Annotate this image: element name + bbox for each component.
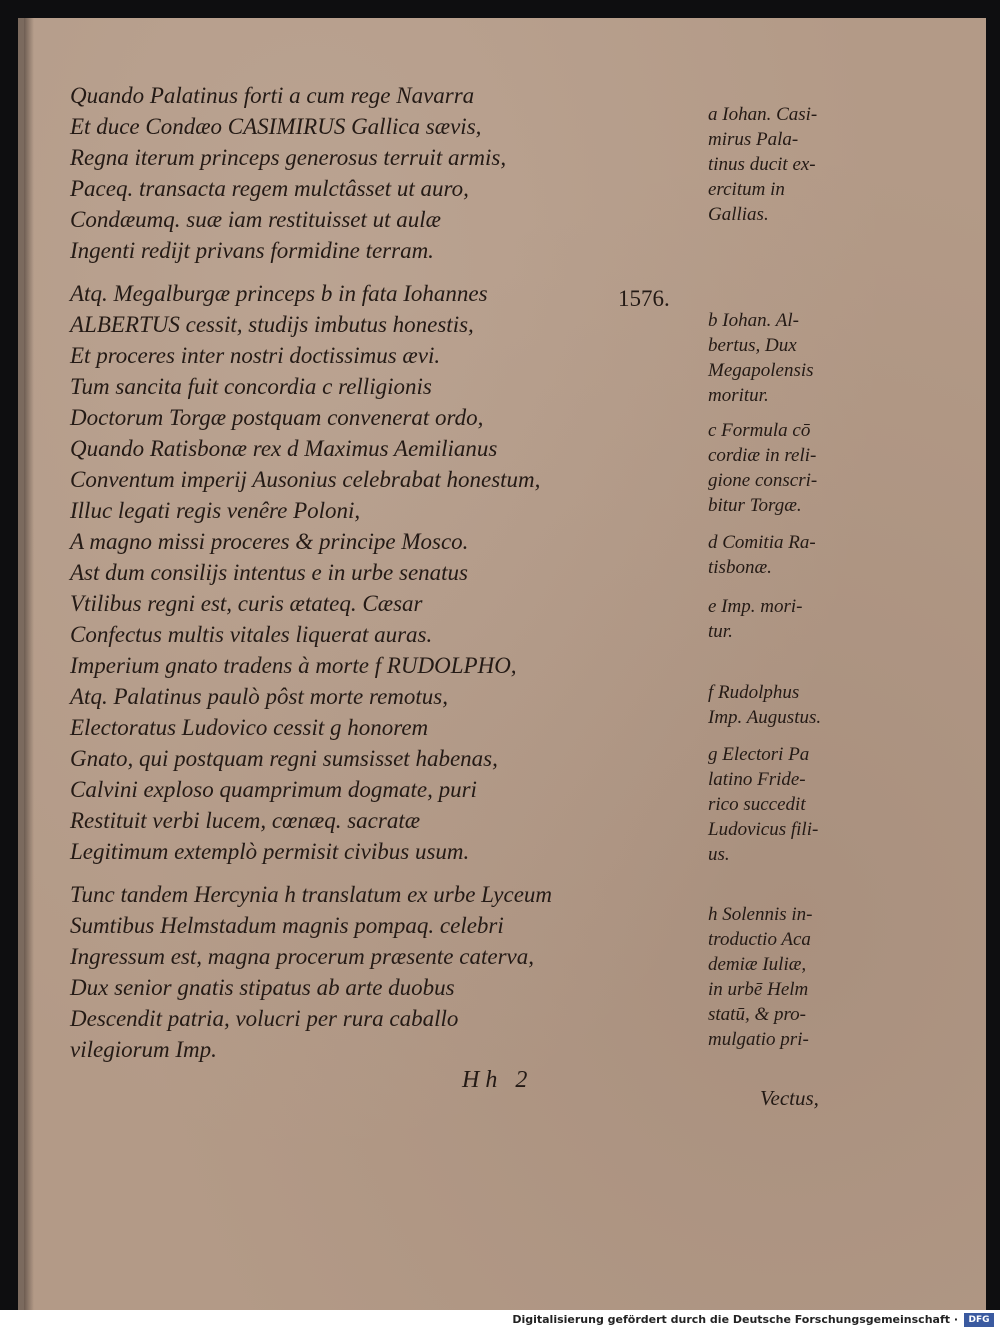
dfg-logo: DFG: [964, 1313, 994, 1327]
marginal-note-a: [708, 102, 848, 227]
marginal-line: troductio Aca: [708, 929, 811, 950]
marginal-line: a Iohan. Casi-: [708, 104, 818, 125]
verse-line: Ingenti redijt privans formidine terram.: [70, 238, 434, 263]
verse-line: Descendit patria, volucri per rura caballo: [70, 1006, 459, 1031]
verse-line: Calvini exploso quamprimum dogmate, puri: [70, 777, 477, 802]
spine-shadow: [24, 18, 34, 1310]
marginal-note-g: [708, 742, 848, 867]
marginal-line: statū, & pro-: [708, 1004, 806, 1025]
verse-line: Tunc tandem Hercynia h translatum ex urbe Lyceum: [70, 882, 553, 907]
verse-line: Et duce Condæo CASIMIRUS Gallica sævis,: [70, 114, 482, 139]
marginal-line: latino Fride-: [708, 769, 806, 790]
marginal-line: Imp. Augustus.: [708, 707, 822, 728]
verse-block-1: [70, 80, 670, 266]
signature-mark: Hh 2: [462, 1067, 534, 1093]
marginal-line: mulgatio pri-: [708, 1029, 809, 1050]
verse-line: vilegiorum Imp.: [70, 1037, 217, 1062]
marginal-note-e: [708, 594, 848, 644]
marginal-line: demiæ Iuliæ,: [708, 954, 807, 975]
verse-line: Quando Palatinus forti a cum rege Navarra: [70, 83, 475, 108]
marginal-note-h: [708, 902, 848, 1052]
verse-block-3: [70, 879, 670, 1065]
marginal-line: g Electori Pa: [708, 744, 810, 765]
marginal-note-c: [708, 418, 848, 518]
verse-line: Conventum imperij Ausonius celebrabat honestum,: [70, 467, 541, 492]
verse-line: Doctorum Torgæ postquam convenerat ordo,: [70, 405, 484, 430]
verse-line: Gnato, qui postquam regni sumsisset habenas,: [70, 746, 498, 771]
verse-line: Atq. Palatinus paulò pôst morte remotus,: [70, 684, 449, 709]
marginal-line: f Rudolphus: [708, 682, 800, 703]
marginal-line: cordiæ in reli-: [708, 445, 817, 466]
marginal-line: tinus ducit ex-: [708, 154, 816, 175]
verse-line: Paceq. transacta regem mulctâsset ut auro,: [70, 176, 469, 201]
credit-bar: [0, 1310, 1000, 1331]
verse-line: Atq. Megalburgæ princeps b in fata Iohannes: [70, 281, 488, 306]
marginal-line: e Imp. mori-: [708, 596, 803, 617]
verse-line: Confectus multis vitales liquerat auras.: [70, 622, 433, 647]
marginal-line: ercitum in: [708, 179, 785, 200]
marginal-line: mirus Pala-: [708, 129, 799, 150]
marginal-line: b Iohan. Al-: [708, 310, 799, 331]
verse-line: Tum sancita fuit concordia c relligionis: [70, 374, 432, 399]
verse-line: Ingressum est, magna procerum præsente caterva,: [70, 944, 534, 969]
marginal-line: bertus, Dux: [708, 335, 797, 356]
verse-line: Vtilibus regni est, curis ætateq. Cæsar: [70, 591, 423, 616]
verse-line: Ast dum consilijs intentus e in urbe senatus: [70, 560, 469, 585]
main-verse-text: [70, 80, 670, 1077]
marginal-line: Gallias.: [708, 204, 769, 225]
marginal-line: c Formula cō: [708, 420, 811, 441]
verse-line: ALBERTUS cessit, studijs imbutus honestis,: [70, 312, 474, 337]
year-marginal: 1576.: [618, 286, 670, 311]
marginal-note-f: [708, 680, 848, 730]
marginal-line: us.: [708, 844, 730, 865]
marginal-line: in urbē Helm: [708, 979, 809, 1000]
marginal-line: Ludovicus fili-: [708, 819, 819, 840]
verse-line: Condæumq. suæ iam restituisset ut aulæ: [70, 207, 442, 232]
verse-line: Et proceres inter nostri doctissimus ævi.: [70, 343, 441, 368]
marginal-line: d Comitia Ra-: [708, 532, 816, 553]
marginal-note-d: [708, 530, 848, 580]
marginal-line: bitur Torgæ.: [708, 495, 802, 516]
marginal-line: h Solennis in-: [708, 904, 813, 925]
verse-line: Legitimum extemplò permisit civibus usum.: [70, 839, 470, 864]
verse-line: Regna iterum princeps generosus terruit armis,: [70, 145, 507, 170]
verse-line: A magno missi proceres & principe Mosco.: [70, 529, 469, 554]
verse-line: Quando Ratisbonæ rex d Maximus Aemilianus: [70, 436, 498, 461]
marginal-line: tisbonæ.: [708, 557, 772, 578]
verse-line: Dux senior gnatis stipatus ab arte duobus: [70, 975, 455, 1000]
catchword: Vectus,: [760, 1086, 819, 1110]
verse-line: Illuc legati regis venêre Poloni,: [70, 498, 361, 523]
marginal-line: moritur.: [708, 385, 769, 406]
marginal-line: Megapolensis: [708, 360, 814, 381]
marginal-line: gione conscri-: [708, 470, 818, 491]
verse-line: Electoratus Ludovico cessit g honorem: [70, 715, 429, 740]
marginal-line: tur.: [708, 621, 733, 642]
verse-line: Restituit verbi lucem, cœnæq. sacratæ: [70, 808, 421, 833]
credit-text: Digitalisierung gefördert durch die Deutsche Forschungsgemeinschaft ·: [512, 1313, 958, 1326]
verse-line: Imperium gnato tradens à morte f RUDOLPHO,: [70, 653, 517, 678]
verse-line: Sumtibus Helmstadum magnis pompaq. celebri: [70, 913, 504, 938]
marginal-line: rico succedit: [708, 794, 806, 815]
marginal-note-b: [708, 308, 848, 408]
verse-block-2: [70, 278, 670, 867]
